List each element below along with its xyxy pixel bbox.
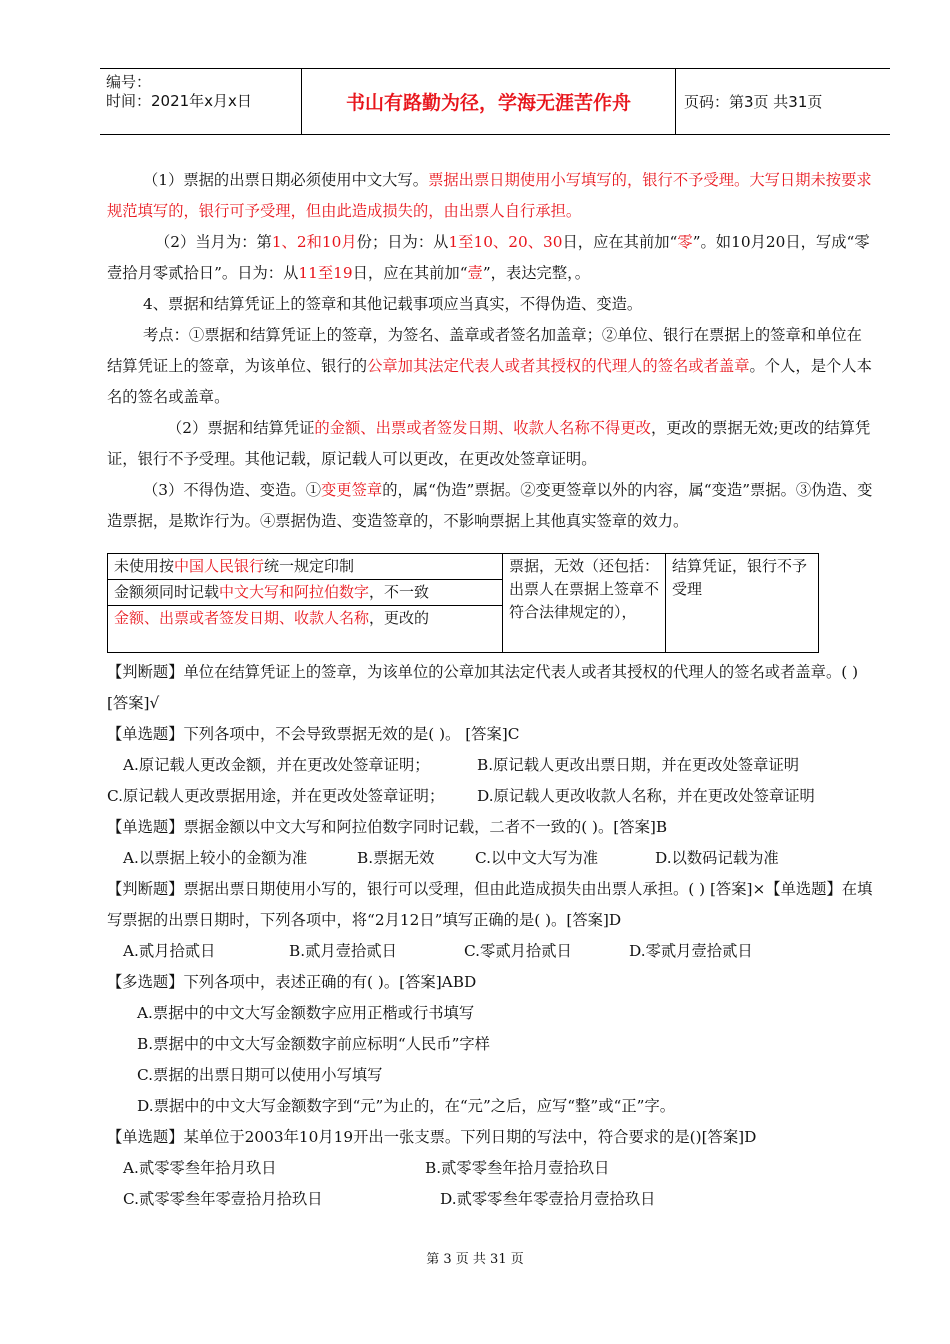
option-a: A.以票据上较小的金额为准	[123, 849, 308, 867]
header-meta	[100, 69, 302, 134]
option-c: C.零贰月拾贰日	[464, 942, 572, 960]
text: 。个人，是个人本名的签名或盖章。	[107, 357, 872, 406]
header-page-info: 页码：第3页 共31页	[684, 93, 823, 111]
text: 日，应在其前加“	[352, 264, 468, 282]
paragraph-3: 4、票据和结算凭证上的签章和其他记载事项应当真实，不得伪造、变造。	[143, 295, 643, 313]
text: 份；日为：从	[356, 233, 449, 251]
highlight-text: 中文大写和阿拉伯数字	[219, 583, 370, 601]
paragraph-6	[107, 475, 875, 537]
question-2-options-row1	[107, 750, 875, 781]
header-number: 编号：	[106, 73, 152, 91]
highlight-text: 变更签章	[321, 481, 383, 499]
highlight-text: 公章加其法定代表人或者其授权的代理人的签名或者盖章	[367, 357, 750, 375]
question-4-options	[107, 936, 875, 967]
highlight-text: 1、2和10月	[271, 233, 357, 251]
text: （2）票据和结算凭证	[167, 419, 315, 437]
option-b: B.贰月壹拾贰日	[289, 942, 397, 960]
text: 未使用按	[114, 557, 175, 575]
option-d: D.零贰月壹拾贰日	[629, 942, 753, 960]
paragraph-1	[107, 165, 875, 227]
table-cell	[108, 580, 503, 606]
highlight-text: 零	[677, 233, 693, 251]
text: 日，应在其前加“	[562, 233, 678, 251]
text: （2）当月为：第	[155, 233, 272, 251]
table-cell-not-accepted: 结算凭证，银行不予受理	[666, 554, 819, 653]
option-b: B.票据无效	[357, 849, 435, 867]
question-3: 【单选题】票据金额以中文大写和阿拉伯数字同时记载，二者不一致的( )。[答案]B	[107, 818, 668, 836]
highlight-text: 的金额、出票或者签发日期、收款人名称不得更改	[314, 419, 651, 437]
question-5: 【多选题】下列各项中，表述正确的有( )。[答案]ABD	[107, 973, 477, 991]
text: ，更改的票据无效;更改的结算凭证，银行不予受理。其他记载，原记载人可以更改，在更改处签章证明。	[107, 419, 871, 468]
question-6: 【单选题】某单位于2003年10月19开出一张支票。下列日期的写法中，符合要求的是()[答案]D	[107, 1128, 757, 1146]
question-1: 【判断题】单位在结算凭证上的签章，为该单位的公章加其法定代表人或者其授权的代理人的签名或者盖章。( ) [答案]√	[107, 663, 859, 712]
summary-table	[107, 553, 819, 653]
option-c: C.以中文大写为准	[475, 849, 599, 867]
option-d: D.票据中的中文大写金额数字到“元”为止的，在“元”之后，应写“整”或“正”字。	[137, 1097, 676, 1115]
paragraph-2	[107, 227, 875, 289]
option-c: C.贰零零叁年零壹拾月拾玖日	[123, 1190, 323, 1208]
option-a: A.票据中的中文大写金额数字应用正楷或行书填写	[137, 1004, 475, 1022]
option-d: D.以数码记载为准	[655, 849, 779, 867]
option-d: D.原记载人更改收款人名称，并在更改处签章证明	[477, 787, 815, 805]
table-cell	[108, 606, 503, 653]
option-c: C.原记载人更改票据用途，并在更改处签章证明；	[107, 787, 445, 805]
highlight-text: 11至19	[298, 264, 353, 282]
table-row	[108, 554, 819, 580]
option-d: D.贰零零叁年零壹拾月壹拾玖日	[440, 1190, 656, 1208]
highlight-text: 金额、出票或者签发日期、收款人名称	[114, 609, 370, 627]
question-2: 【单选题】下列各项中，不会导致票据无效的是( )。 [答案]C	[107, 725, 520, 743]
table-cell-invalid: 票据，无效（还包括：出票人在票据上签章不符合法律规定的），	[503, 554, 666, 653]
option-b: B.原记载人更改出票日期，并在更改处签章证明	[477, 756, 800, 774]
text: 统一规定印制	[264, 557, 355, 575]
highlight-text: 1至10、20、30	[448, 233, 563, 251]
highlight-text: 中国人民银行	[174, 557, 265, 575]
page-footer: 第 3 页 共 31 页	[426, 1252, 524, 1267]
option-a: A.原记载人更改金额，并在更改处签章证明；	[123, 756, 430, 774]
text: 考点：①票据和结算凭证上的签章，为签名、盖章或者签名加盖章；②单位、银行在票据上的签章和单位在结算凭证上的签章，为该单位、银行的	[107, 326, 862, 375]
question-2-options-row2	[107, 781, 875, 812]
option-b: B.贰零零叁年拾月壹拾玖日	[425, 1159, 610, 1177]
text: ，不一致	[369, 583, 430, 601]
option-a: A.贰月拾贰日	[123, 942, 216, 960]
text: ”。如10月20日，写成“零壹拾月零贰拾日”。日为：从	[107, 233, 870, 282]
option-a: A.贰零零叁年拾月玖日	[123, 1159, 277, 1177]
question-4: 【判断题】票据出票日期使用小写的，银行可以受理，但由此造成损失由出票人承担。( ) [答案]×【单选题】在填写票据的出票日期时，下列各项中，将“2月12日”填写正确的是( )。[答案]D	[107, 880, 873, 929]
highlight-text: 壹	[467, 264, 483, 282]
page-header	[100, 68, 890, 135]
text: ，更改的	[369, 609, 430, 627]
document-body	[107, 165, 875, 1215]
option-c: C.票据的出票日期可以使用小写填写	[137, 1066, 383, 1084]
question-6-options-row2	[107, 1184, 875, 1215]
option-b: B.票据中的中文大写金额数字前应标明“人民币”字样	[137, 1035, 490, 1053]
question-6-options-row1	[107, 1153, 875, 1184]
text: （3）不得伪造、变造。①	[143, 481, 321, 499]
header-motto: 书山有路勤为径，学海无涯苦作舟	[302, 69, 676, 134]
highlight-text: 票据出票日期使用小写填写的，银行不予受理。大写日期未按要求规范填写的，银行可予受理，但由此造成损失的，由出票人自行承担。	[107, 171, 872, 220]
paragraph-5	[107, 413, 875, 475]
text: ”，表达完整，。	[482, 264, 591, 282]
header-time: 时间：2021年x月x日	[106, 92, 252, 110]
table-cell	[108, 554, 503, 580]
text: （1）票据的出票日期必须使用中文大写。	[143, 171, 429, 189]
question-3-options	[107, 843, 875, 874]
paragraph-4	[107, 320, 875, 413]
text: 的，属“伪造”票据。②变更签章以外的内容，属“变造”票据。③伪造、变造票据，是欺诈行为。④票据伪造、变造签章的，不影响票据上其他真实签章的效力。	[107, 481, 873, 530]
text: 金额须同时记载	[114, 583, 220, 601]
